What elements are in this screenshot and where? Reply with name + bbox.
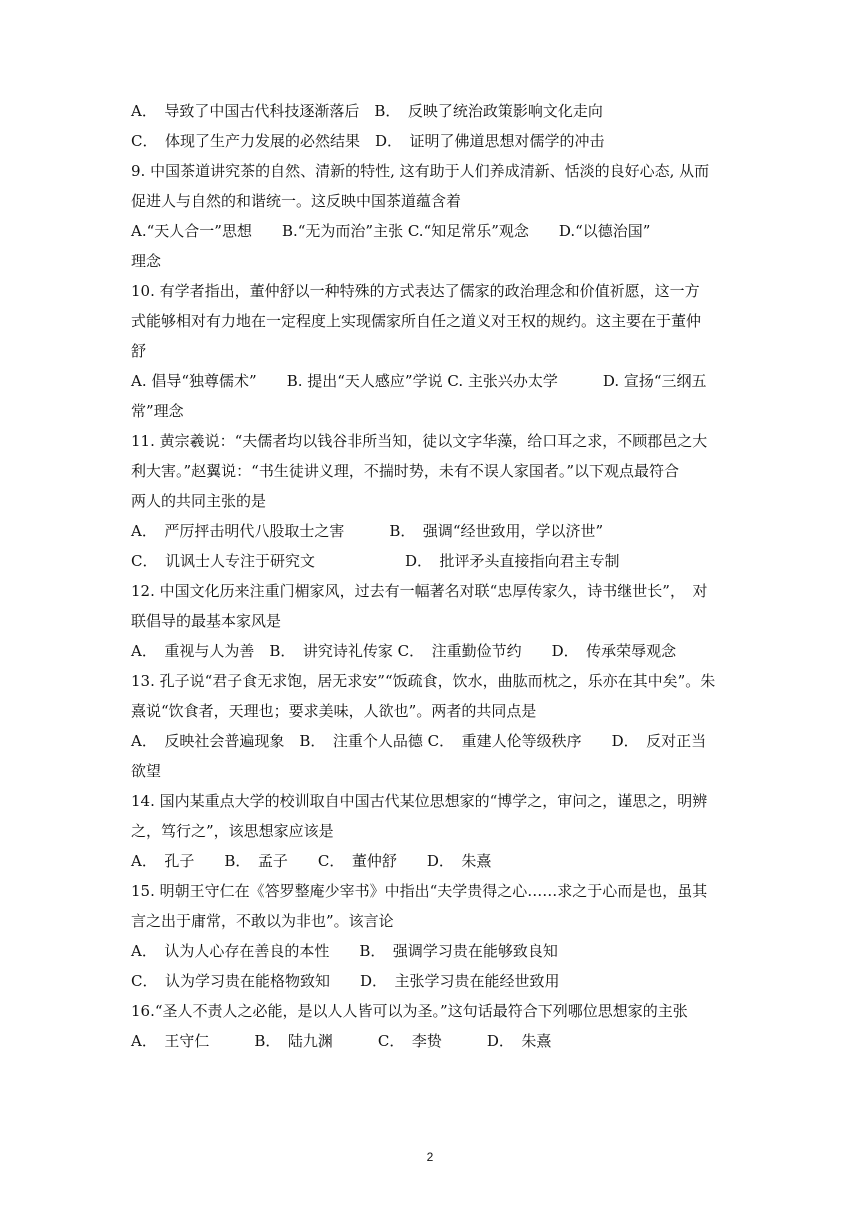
question-15-stem: 言之出于庸常，不敢以为非也”。该言论 — [131, 912, 394, 930]
question-9-stem: 9. 中国茶道讲究茶的自然、清新的特性, 这有助于人们养成清新、恬淡的良好心态, 从而 — [131, 162, 710, 180]
question-11-options: A． 严厉抨击明代八股取士之害 B． 强调“经世致用，学以济世” — [131, 522, 604, 540]
question-10-stem: 式能够相对有力地在一定程度上实现儒家所自任之道义对王权的规约。这主要在于董仲 — [131, 312, 702, 330]
question-16-options: A． 王守仁 B． 陆九渊 C． 李贽 D． 朱熹 — [131, 1032, 552, 1050]
question-13-stem: 熹说“饮食者，天理也；要求美味，人欲也”。两者的共同点是 — [131, 702, 537, 720]
question-16-stem: 16.“圣人不责人之必能，是以人人皆可以为圣。”这句话最符合下列哪位思想家的主张 — [131, 1002, 688, 1020]
question-9-options: A.“天人合一”思想 B.“无为而治”主张 C.“知足常乐”观念 D.“以德治国” — [131, 222, 651, 240]
question-13-options: 欲望 — [131, 762, 162, 780]
question-15-stem: 15. 明朝王守仁在《答罗整庵少宰书》中指出“夫学贵得之心……求之于心而是也，虽其 — [131, 882, 708, 900]
question-11-options: C． 讥讽士人专注于研究文 D． 批评矛头直接指向君主专制 — [131, 552, 620, 570]
question-11-stem: 11. 黄宗羲说：“夫儒者均以钱谷非所当知，徒以文字华藻，给口耳之求，不顾郡邑之大 — [131, 432, 708, 450]
question-11-stem: 两人的共同主张的是 — [131, 492, 267, 510]
question-9-stem: 促进人与自然的和谐统一。这反映中国茶道蕴含着 — [131, 192, 462, 210]
text-line: A． 导致了中国古代科技逐渐落后 B． 反映了统治政策影响文化走向 — [131, 102, 603, 120]
text-line: C． 体现了生产力发展的必然结果 D． 证明了佛道思想对儒学的冲击 — [131, 132, 605, 150]
question-15-options: A． 认为人心存在善良的本性 B． 强调学习贵在能够致良知 — [131, 942, 558, 960]
question-14-stem: 之，笃行之”，该思想家应该是 — [131, 822, 334, 840]
page-number: 2 — [426, 1150, 434, 1164]
question-15-options: C． 认为学习贵在能格物致知 D． 主张学习贵在能经世致用 — [131, 972, 560, 990]
document-body — [131, 100, 731, 1060]
question-10-stem: 舒 — [131, 342, 147, 360]
question-12-stem: 联倡导的最基本家风是 — [131, 612, 282, 630]
question-11-stem: 利大害。”赵翼说：“书生徒讲义理，不揣时势，未有不误人家国者。”以下观点最符合 — [131, 462, 680, 480]
question-10-options: A. 倡导“独尊儒术” B. 提出“天人感应”学说 C. 主张兴办太学 D. 宣扬“三纲五 — [131, 372, 707, 390]
question-12-options: A． 重视与人为善 B． 讲究诗礼传家 C． 注重勤俭节约 D． 传承荣辱观念 — [131, 642, 677, 660]
question-10-stem: 10. 有学者指出，董仲舒以一种特殊的方式表达了儒家的政治理念和价值祈愿，这一方 — [131, 282, 700, 300]
question-12-stem: 12. 中国文化历来注重门楣家风，过去有一幅著名对联“忠厚传家久，诗书继世长”， 对 — [131, 582, 708, 600]
question-13-options: A． 反映社会普遍现象 B． 注重个人品德 C． 重建人伦等级秩序 D． 反对正当 — [131, 732, 707, 750]
question-14-stem: 14. 国内某重点大学的校训取自中国古代某位思想家的“博学之，审问之，谨思之，明辨 — [131, 792, 708, 810]
question-9-options: 理念 — [131, 252, 162, 270]
question-10-options: 常”理念 — [131, 402, 184, 420]
question-13-stem: 13. 孔子说“君子食无求饱，居无求安”“饭疏食，饮水，曲肱而枕之，乐亦在其中矣”。朱 — [131, 672, 716, 690]
question-14-options: A． 孔子 B． 孟子 C． 董仲舒 D． 朱熹 — [131, 852, 492, 870]
